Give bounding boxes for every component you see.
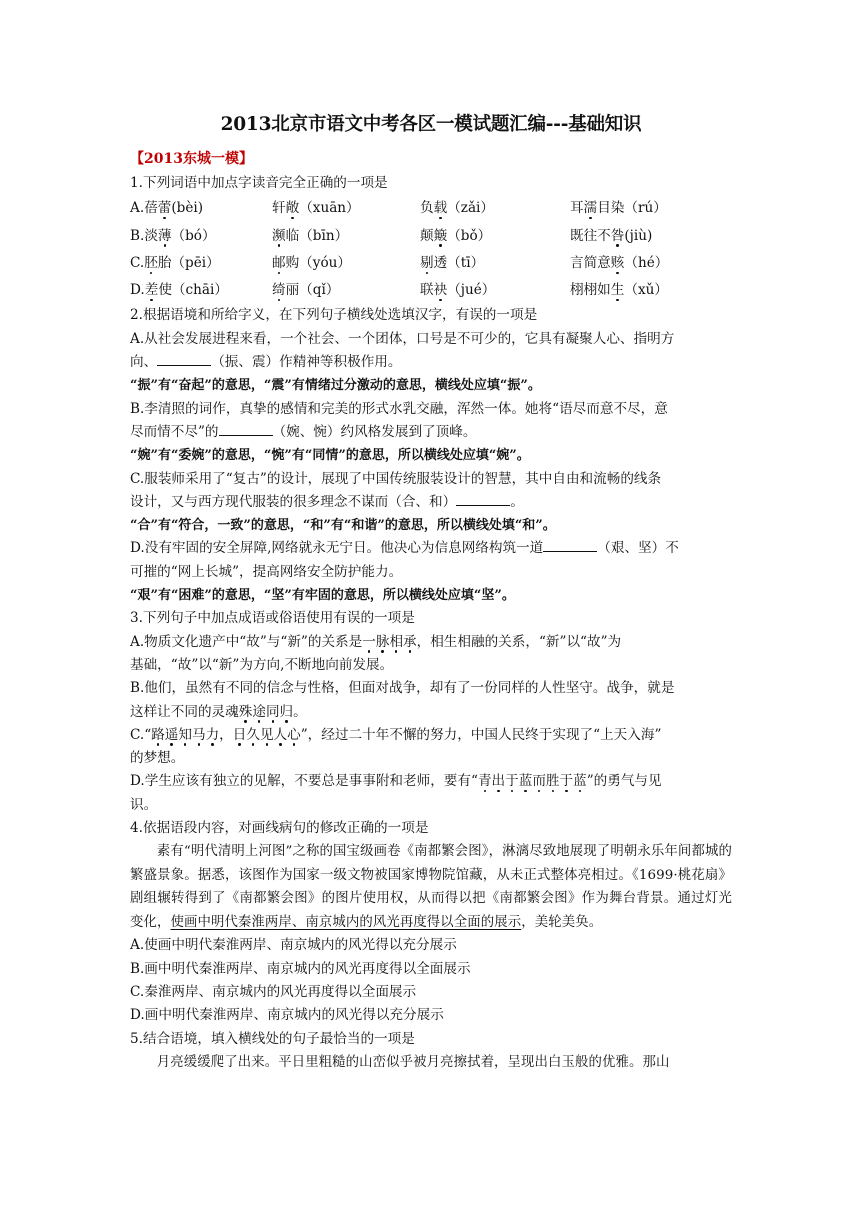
dotted-char: 人 — [273, 726, 288, 743]
q3-a-pre: A.物质文化遗产中“故”与“新”的关系是 — [130, 633, 363, 650]
q2-option-d-note: “艰”有“困难”的意思，“坚”有牢固的意思，所以横线处应填“坚”。 — [130, 588, 515, 604]
q1-word-item — [570, 223, 730, 250]
dotted-phrase — [239, 704, 293, 720]
q2-b-text-post: （婉、惋）约风格发展到了顶峰。 — [272, 423, 477, 440]
q1-option-row — [130, 195, 732, 222]
q1-word-text: 负 — [420, 200, 434, 217]
q1-word-text: (bèi) — [171, 200, 204, 217]
dotted-char: 殊 — [238, 703, 253, 720]
dotted-char: 心 — [287, 726, 301, 743]
q3-d-pre: D.学生应该有独立的见解，不要总是事事附和老师，要有“ — [130, 773, 478, 790]
dotted-char: 蓝 — [573, 773, 587, 790]
q1-word-item — [130, 223, 272, 250]
q1-dotted-char: 咎 — [610, 227, 625, 244]
q1-word-text: 透（tī） — [433, 254, 485, 271]
q1-dotted-char: 邮 — [272, 254, 286, 271]
q4-stem: 4.依据语段内容，对画线病句的修改正确的一项是 — [130, 820, 429, 837]
q1-word-text: 言简意 — [570, 254, 611, 271]
q4-option-a: A.使画中明代秦淮两岸、南京城内的风光得以充分展示 — [130, 937, 457, 954]
dotted-char: 青 — [477, 773, 492, 790]
q1-word-text: 耳 — [570, 200, 584, 217]
document-page — [130, 112, 732, 1074]
q3-c-post: ”，经过二十年不懈的努力，中国人民终于实现了“上天入海” — [300, 726, 662, 743]
q3-b-pre: 这样让不同的灵魂 — [130, 703, 239, 720]
q2-option-b-note: “婉”有“委婉”的意思，“惋”有“同情”的意思，所以横线处应填“婉”。 — [130, 448, 530, 464]
dotted-char: 蓝 — [518, 773, 533, 790]
q1-word-text: （zǎi） — [447, 200, 494, 217]
q1-dotted-char: 剔 — [420, 254, 434, 271]
q4-passage-end: ，美轮美奂。 — [521, 914, 603, 930]
q1-word-item — [570, 277, 730, 304]
q1-dotted-char: 袂 — [433, 282, 448, 299]
q1-option-label: B. — [130, 227, 145, 244]
q1-word-text: 栩栩如 — [570, 282, 611, 299]
q1-dotted-char: 濡 — [583, 200, 598, 217]
dotted-char: 路 — [151, 726, 165, 743]
dotted-char: ， — [219, 726, 233, 743]
dotted-char: 马 — [191, 726, 206, 743]
dotted-char: 久 — [246, 726, 260, 743]
dotted-char: 相 — [389, 633, 404, 650]
q1-word-item — [130, 195, 272, 222]
dotted-char: 脉 — [375, 633, 390, 650]
q2-a-text-post: （振、震）作精神等积极作用。 — [211, 354, 402, 371]
q3-option-b-line2 — [130, 701, 732, 724]
q3-option-b-line1: B.他们，虽然有不同的信念与性格，但面对战争，却有了一份同样的人性坚守。战争，就是 — [130, 680, 675, 697]
q5-passage: 月亮缓缓爬了出来。平日里粗糙的山峦似乎被月亮擦拭着，呈现出白玉般的优雅。那山 — [156, 1054, 670, 1070]
q1-word-text: （xuān） — [299, 200, 360, 217]
q1-dotted-char: 濒 — [272, 227, 286, 244]
q1-options — [130, 195, 732, 304]
q1-word-text: 丽（qǐ） — [285, 282, 340, 299]
q1-word-text: 蓓 — [144, 200, 158, 217]
q3-a-post: ，相生相融的关系，“新”以“故”为 — [416, 633, 622, 650]
dotted-char: 见 — [259, 726, 274, 743]
q3-d-post: ”的勇气与见 — [586, 773, 662, 790]
q1-option-row — [130, 277, 732, 304]
q3-option-a-line2: 基础，“故”以“新”为方向,不断地向前发展。 — [130, 656, 394, 673]
q1-word-text: 轩 — [272, 200, 286, 217]
q1-word-text: （jué） — [447, 282, 496, 299]
q3-c-pre: C.“ — [130, 726, 152, 743]
q1-word-text: 临（bīn） — [285, 227, 349, 244]
q2-option-a-line2 — [130, 351, 732, 374]
q1-word-text: 胎（pēi） — [157, 254, 220, 271]
dotted-char: 一 — [362, 633, 376, 650]
q1-dotted-char: 簸 — [433, 227, 448, 244]
q1-word-text: 使（chāi） — [158, 282, 228, 299]
q1-word-item — [570, 195, 730, 222]
dotted-phrase — [151, 727, 301, 743]
q1-word-text: （bǒ） — [447, 227, 492, 244]
q2-option-b-line2 — [130, 421, 732, 444]
q1-word-item — [272, 277, 420, 304]
q1-stem: 1.下列词语中加点字读音完全正确的一项是 — [130, 175, 388, 191]
dotted-char: 力 — [205, 726, 220, 743]
q2-option-b-line1: B.李清照的词作，真挚的感情和完美的形式水乳交融，浑然一体。她将“语尽而意不尽，意 — [130, 400, 668, 417]
q2-a-text-pre: 向、 — [130, 354, 158, 371]
dotted-char: 承 — [403, 633, 417, 650]
q1-dotted-char: 蕾 — [157, 200, 172, 217]
fill-blank — [219, 422, 273, 436]
q1-option-label: C. — [130, 254, 145, 271]
q1-option-label: D. — [130, 282, 145, 299]
q1-word-item — [420, 223, 570, 250]
q2-option-a-note: “振”有“奋起”的意思，“震”有情绪过分激动的意思，横线处应填“振”。 — [130, 378, 541, 394]
q1-dotted-char: 胚 — [144, 254, 158, 271]
q3-option-d-line1 — [130, 770, 732, 793]
dotted-char: 途 — [252, 703, 266, 720]
q2-c-text-pre: 设计，又与西方现代服装的很多理念不谋而（合、和） — [130, 493, 457, 510]
q2-option-a-line1: A.从社会发展进程来看，一个社会、一个团体，口号是不可少的，它具有凝聚人心、指明方 — [130, 330, 675, 347]
q2-option-c-note: “合”有“符合，一致”的意思，“和”有“和谐”的意思，所以横线处填“和”。 — [130, 518, 556, 534]
q1-dotted-char: 生 — [610, 282, 625, 299]
q2-b-text-pre: 尽而情不尽”的 — [130, 423, 219, 440]
dotted-char: 而 — [532, 773, 546, 790]
q1-dotted-char: 载 — [433, 200, 448, 217]
q1-word-item — [272, 250, 420, 277]
q1-dotted-char: 绮 — [272, 282, 286, 299]
q1-word-text: （xǔ） — [624, 282, 668, 299]
fill-blank — [157, 352, 211, 366]
q1-word-item — [272, 195, 420, 222]
q1-word-text: 目染（rú） — [597, 200, 667, 217]
q1-word-item — [420, 250, 570, 277]
q2-c-text-post: 。 — [510, 493, 524, 510]
q1-dotted-char: 薄 — [157, 227, 172, 244]
q1-dotted-char: 赅 — [610, 254, 625, 271]
q3-option-a-line1 — [130, 631, 732, 654]
q3-option-d-line2: 识。 — [130, 796, 158, 813]
q1-word-text: 颠 — [420, 227, 434, 244]
q4-option-d: D.画中明代秦淮两岸、南京城内的风光得以充分展示 — [130, 1007, 444, 1024]
document-title: 2013北京市语文中考各区一模试题汇编---基础知识 — [220, 114, 642, 135]
q1-word-item — [570, 250, 730, 277]
dotted-char: 知 — [178, 726, 192, 743]
q2-option-d-line1 — [130, 537, 732, 560]
q3-stem: 3.下列句子中加点成语或俗语使用有误的一项是 — [130, 610, 415, 627]
q1-word-item — [420, 277, 570, 304]
q1-word-text: (jiù) — [624, 227, 653, 244]
q1-word-text: （bó） — [171, 227, 216, 244]
q4-underlined-sentence: 使画中明代秦淮两岸、南京城内的风光再度得以全面的展示 — [170, 914, 522, 930]
q1-word-text: 淡 — [144, 227, 158, 244]
q1-option-label: A. — [130, 200, 145, 217]
q4-option-c: C.秦淮两岸、南京城内的风光再度得以全面展示 — [130, 983, 417, 1000]
section-tag: 【2013东城一模】 — [130, 151, 253, 167]
q2-d-text-post: （艰、坚）不 — [597, 540, 679, 557]
dotted-char: 遥 — [164, 726, 179, 743]
q3-option-c-line2: 的梦想。 — [130, 750, 185, 767]
q2-stem: 2.根据语境和所给字义，在下列句子横线处选填汉字，有误的一项是 — [130, 307, 538, 324]
dotted-char: 出 — [491, 773, 506, 790]
q2-option-c-line1: C.服装师采用了“复古”的设计，展现了中国传统服装设计的智慧，其中自由和流畅的线条 — [130, 470, 662, 487]
q2-option-c-line2 — [130, 491, 732, 514]
q5-stem: 5.结合语境，填入横线处的句子最恰当的一项是 — [130, 1030, 415, 1047]
q1-word-item — [130, 277, 272, 304]
q1-option-row — [130, 250, 732, 277]
q2-option-d-line2: 可摧的“网上长城”，提高网络安全防护能力。 — [130, 563, 403, 580]
dotted-char: 归 — [279, 703, 294, 720]
q1-word-text: （hé） — [624, 254, 669, 271]
q1-dotted-char: 敞 — [285, 200, 300, 217]
q4-option-b: B.画中明代秦淮两岸、南京城内的风光再度得以全面展示 — [130, 960, 471, 977]
q2-d-text-pre: D.没有牢固的安全屏障,网络就永无宁日。他决心为信息网络构筑一道 — [130, 540, 544, 557]
fill-blank — [543, 538, 597, 552]
q1-word-text: 联 — [420, 282, 434, 299]
q1-dotted-char: 差 — [144, 282, 159, 299]
q4-passage-text: 素有“明代清明上河图”之称的国宝级画卷《南都繁会图》，淋漓尽致地展现了明朝永乐年间都城的繁盛景象。据悉，该图作为国家一级文物被国家博物院馆藏，从未正式整体亮相过。《1699·桃花扇》剧组辗转得到了《南都繁会图》的图片使用权，从而得以把《南都繁会图》作为舞台背景。通过灯光变化， — [130, 844, 732, 930]
q1-word-text: 既往不 — [570, 227, 611, 244]
q4-passage — [130, 840, 732, 934]
q1-option-row — [130, 223, 732, 250]
fill-blank — [456, 492, 510, 506]
dotted-char: 于 — [505, 773, 519, 790]
q1-word-text: 购（yóu） — [285, 254, 351, 271]
q1-word-item — [272, 223, 420, 250]
dotted-char: 同 — [265, 703, 280, 720]
dotted-char: 胜 — [545, 773, 560, 790]
dotted-char: 于 — [559, 773, 574, 790]
q3-option-c-line1 — [130, 724, 732, 747]
q3-b-post: 。 — [293, 703, 307, 720]
dotted-phrase — [362, 634, 416, 650]
dotted-phrase — [478, 773, 587, 789]
q1-word-item — [130, 250, 272, 277]
q1-word-item — [420, 195, 570, 222]
dotted-char: 日 — [232, 726, 247, 743]
